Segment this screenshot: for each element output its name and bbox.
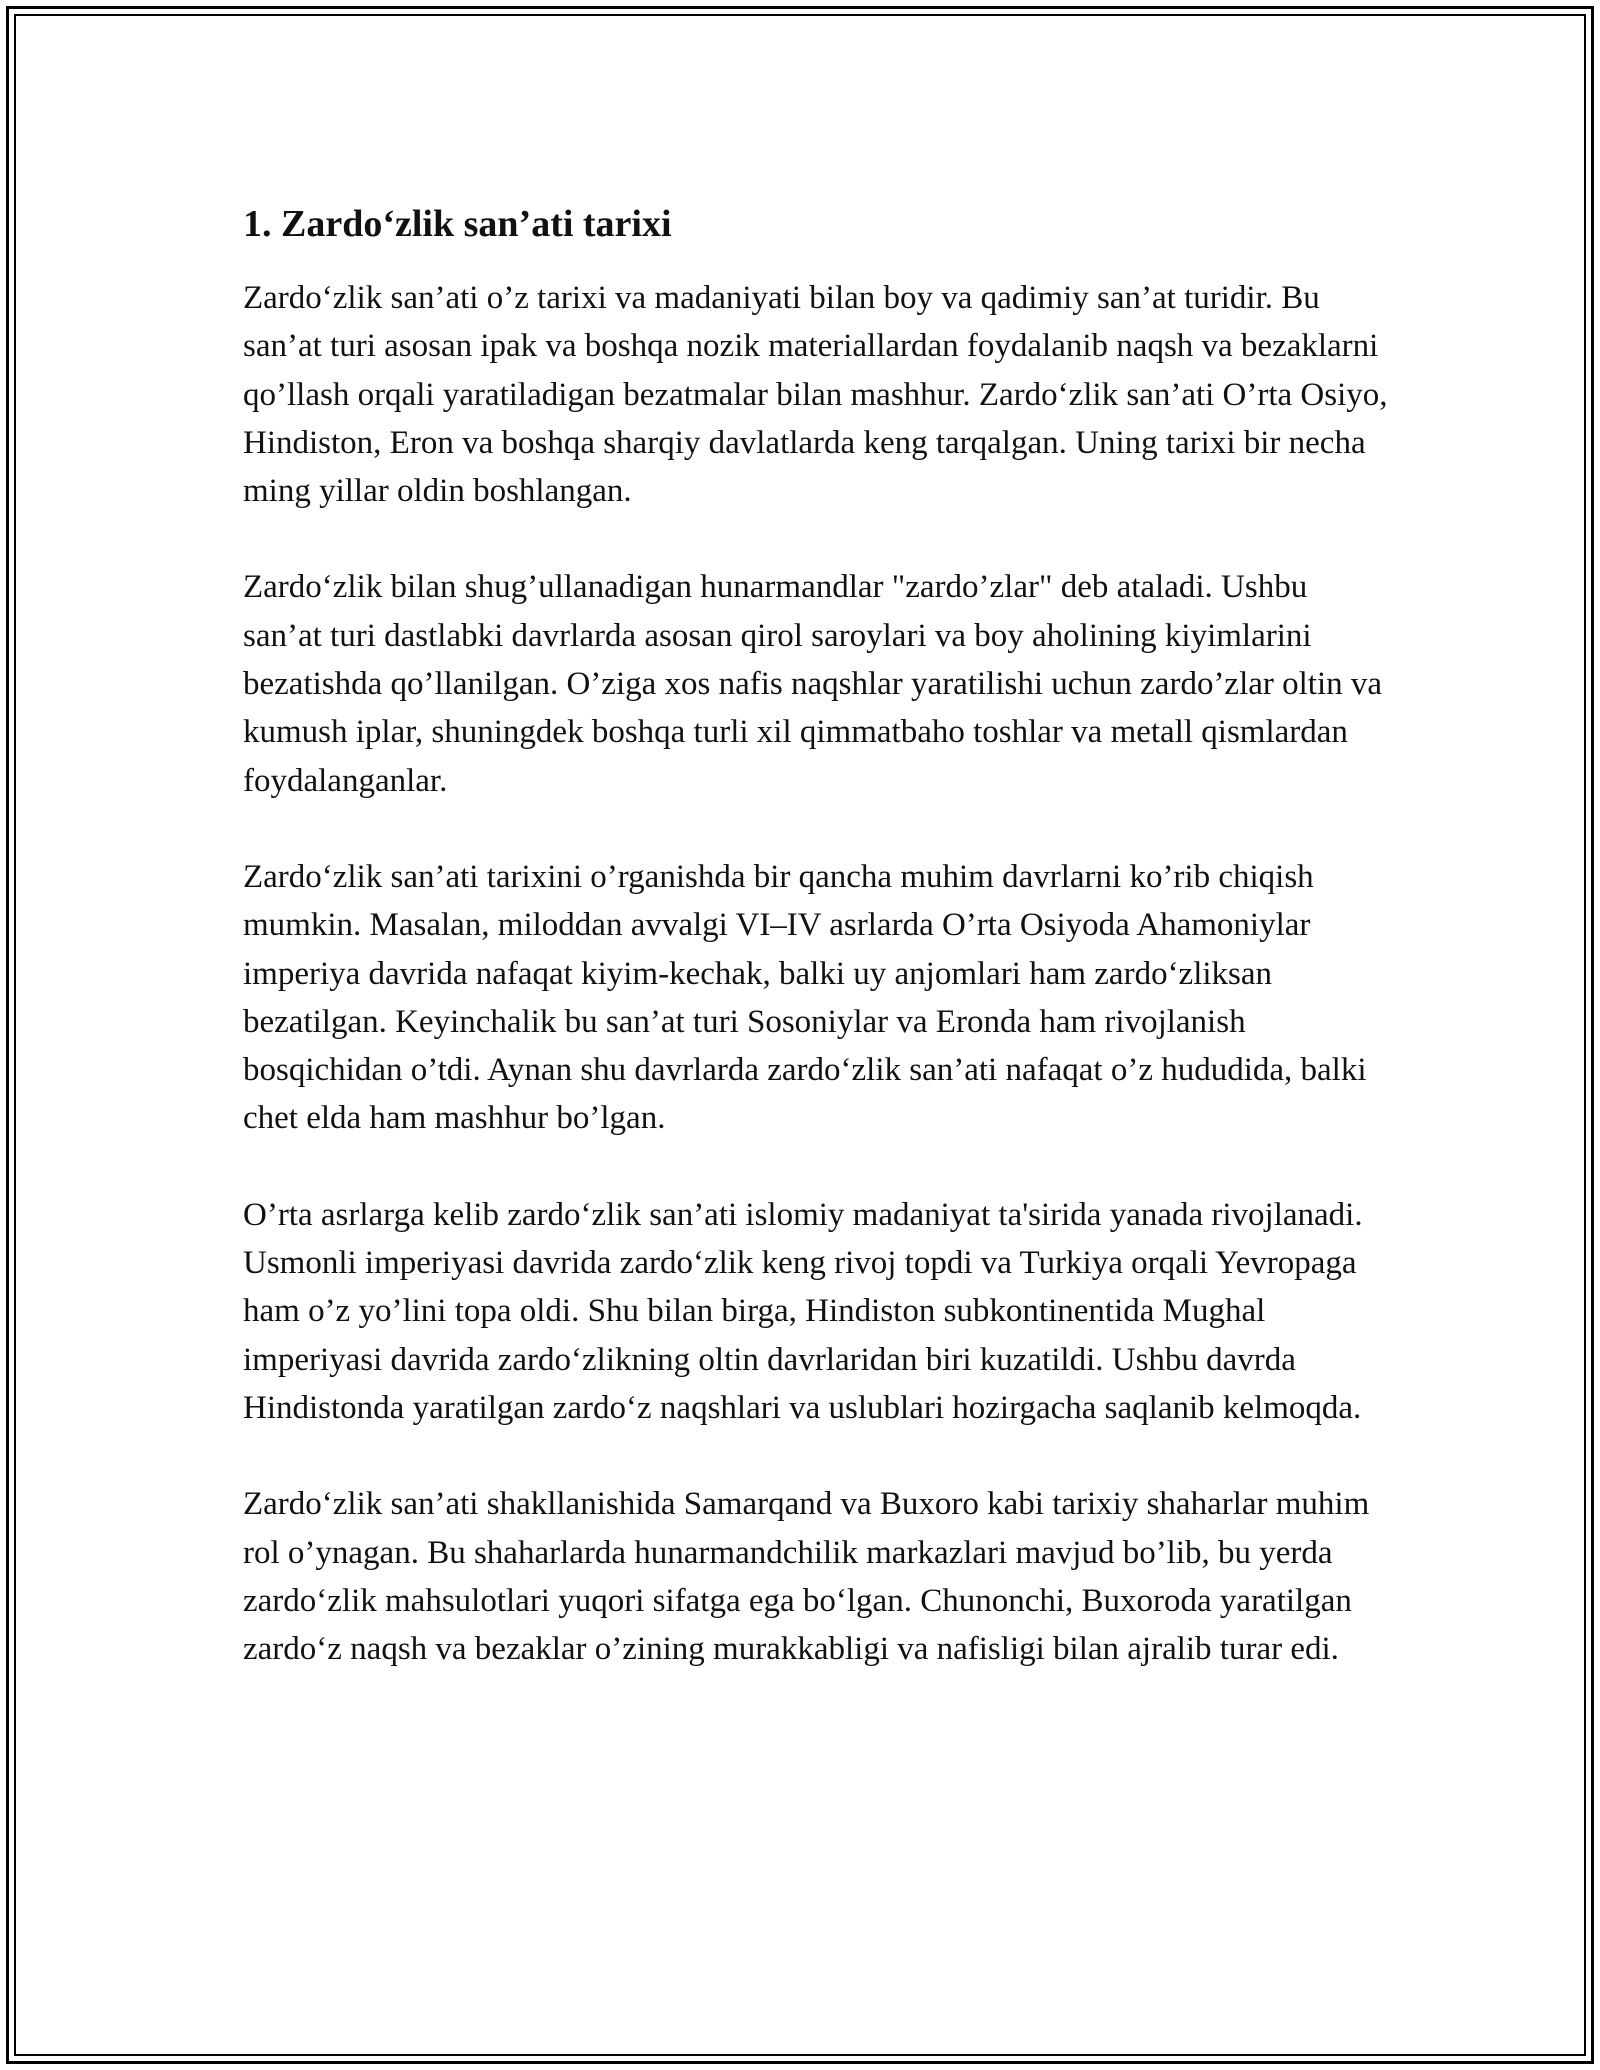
paragraph-samarkand-bukhara: Zardo‘zlik san’ati shakllanishida Samarqand va Buxoro kabi tarixiy shaharlar muhim rol o’ynagan. Bu shaharlarda hunarmandchilik markazlari mavjud bo’lib, bu yerda zardo‘zlik mahsulotlari yuqori sifatga ega bo‘lgan. Chunonchi, Buxoroda yaratilgan zardo‘z naqsh va bezaklar o’zining murakkabligi va nafisligi bilan ajralib turar edi. (243, 1486, 1370, 1668)
paragraph-history-intro: Zardo‘zlik san’ati o’z tarixi va madaniyati bilan boy va qadimiy san’at turidir. Bu san’at turi asosan ipak va boshqa nozik materiallardan foydalanib naqsh va bezaklarni qo’llash orqali yaratiladigan bezatmalar bilan mashhur. Zardo‘zlik san’ati O’rta Osiyo, Hindiston, Eron va boshqa sharqiy davlatlarda keng tarqalgan. Uning tarixi bir necha ming yillar oldin boshlangan. (243, 280, 1388, 510)
section-heading: 1. Zardo‘zlik san’ati tarixi (243, 203, 672, 245)
paragraph-middle-ages: O’rta asrlarga kelib zardo‘zlik san’ati islomiy madaniyat ta'sirida yanada rivojlanadi. Usmonli imperiyasi davrida zardo‘zlik keng rivoj topdi va Turkiya orqali Yevropaga ham o’z yo’lini topa oldi. Shu bilan birga, Hindiston subkontinentida Mughal imperiyasi davrida zardo‘zlikning oltin davrlaridan biri kuzatildi. Ushbu davrda Hindistonda yaratilgan zardo‘z naqshlari va uslublari hozirgacha saqlanib kelmoqda. (243, 1196, 1363, 1426)
paragraph-artisans: Zardo‘zlik bilan shug’ullanadigan hunarmandlar "zardo’zlar" deb ataladi. Ushbu san’at turi dastlabki davrlarda asosan qirol saroylari va boy aholining kiyimlarini bezatishda qo’llanilgan. O’ziga xos nafis naqshlar yaratilishi uchun zardo’zlar oltin va kumush iplar, shuningdek boshqa turli xil qimmatbaho toshlar va metall qismlardan foydalanganlar. (243, 569, 1383, 799)
paragraph-ancient-periods: Zardo‘zlik san’ati tarixini o’rganishda bir qancha muhim davrlarni ko’rib chiqish mumkin. Masalan, miloddan avvalgi VI–IV asrlarda O’rta Osiyoda Ahamoniylar imperiya davrida nafaqat kiyim-kechak, balki uy anjomlari ham zardo‘zliksan bezatilgan. Keyinchalik bu san’at turi Sosoniylar va Eronda ham rivojlanish bosqichidan o’tdi. Aynan shu davrlarda zardo‘zlik san’ati nafaqat o’z hududida, balki chet elda ham mashhur bo’lgan. (243, 858, 1367, 1137)
page-inner-border (14, 14, 1586, 2056)
document-body (243, 200, 1393, 1721)
page-outer-border (6, 6, 1594, 2064)
